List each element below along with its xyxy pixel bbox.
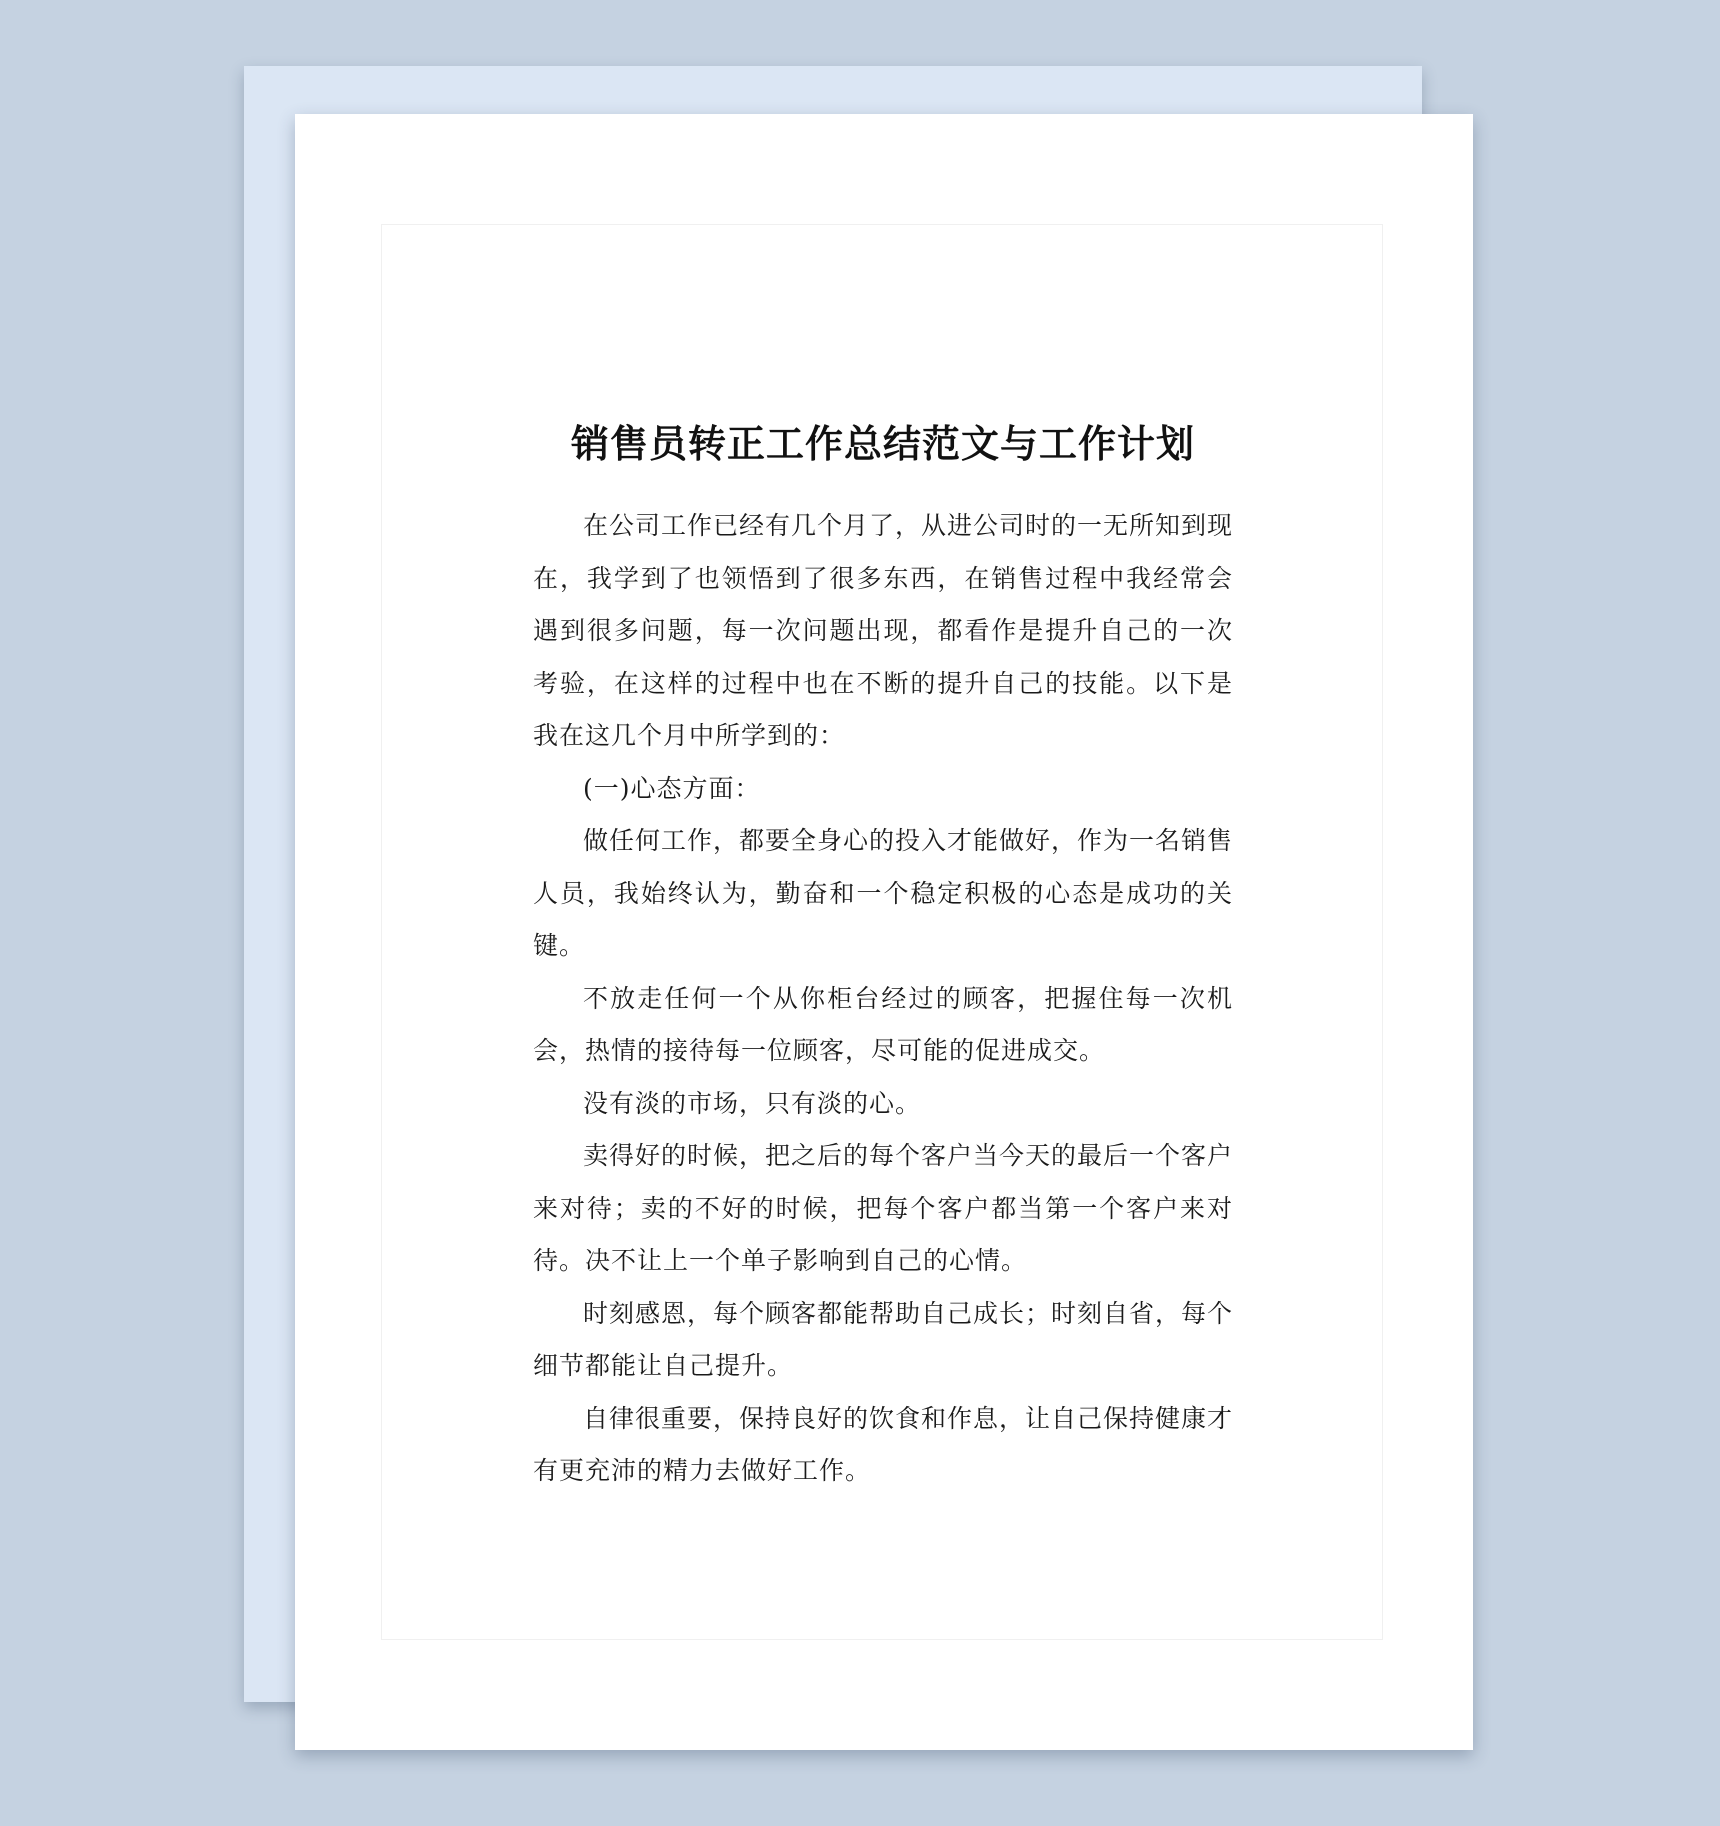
paragraph-intro: 在公司工作已经有几个月了，从进公司时的一无所知到现在，我学到了也领悟到了很多东西，在销售过程中我经常会遇到很多问题，每一次问题出现，都看作是提升自己的一次考验，在这样的过程中也在不断的提升自己的技能。以下是我在这几个月中所学到的： bbox=[533, 511, 1234, 750]
paragraph-every-customer: 不放走任何一个从你柜台经过的顾客，把握住每一次机会，热情的接待每一位顾客，尽可能的促进成交。 bbox=[533, 983, 1233, 1065]
paragraph-dedication: 做任何工作，都要全身心的投入才能做好，作为一名销售人员，我始终认为，勤奋和一个稳定积极的心态是成功的关键。 bbox=[533, 826, 1234, 960]
document-page bbox=[295, 114, 1473, 1750]
paragraph-good-bad-days: 卖得好的时候，把之后的每个客户当今天的最后一个客户来对待；卖的不好的时候，把每个客户都当第一个客户来对待。决不让上一个单子影响到自己的心情。 bbox=[533, 1141, 1234, 1275]
paragraph-gratitude: 时刻感恩，每个顾客都能帮助自己成长；时刻自省，每个细节都能让自己提升。 bbox=[533, 1298, 1234, 1380]
paragraph-market: 没有淡的市场，只有淡的心。 bbox=[583, 1088, 922, 1118]
paragraph-self-discipline: 自律很重要，保持良好的饮食和作息，让自己保持健康才有更充沛的精力去做好工作。 bbox=[533, 1403, 1234, 1485]
section-heading-mindset: (一)心态方面： bbox=[583, 773, 761, 803]
document-title: 销售员转正工作总结范文与工作计划 bbox=[570, 421, 1195, 466]
document-body bbox=[533, 414, 1233, 1498]
